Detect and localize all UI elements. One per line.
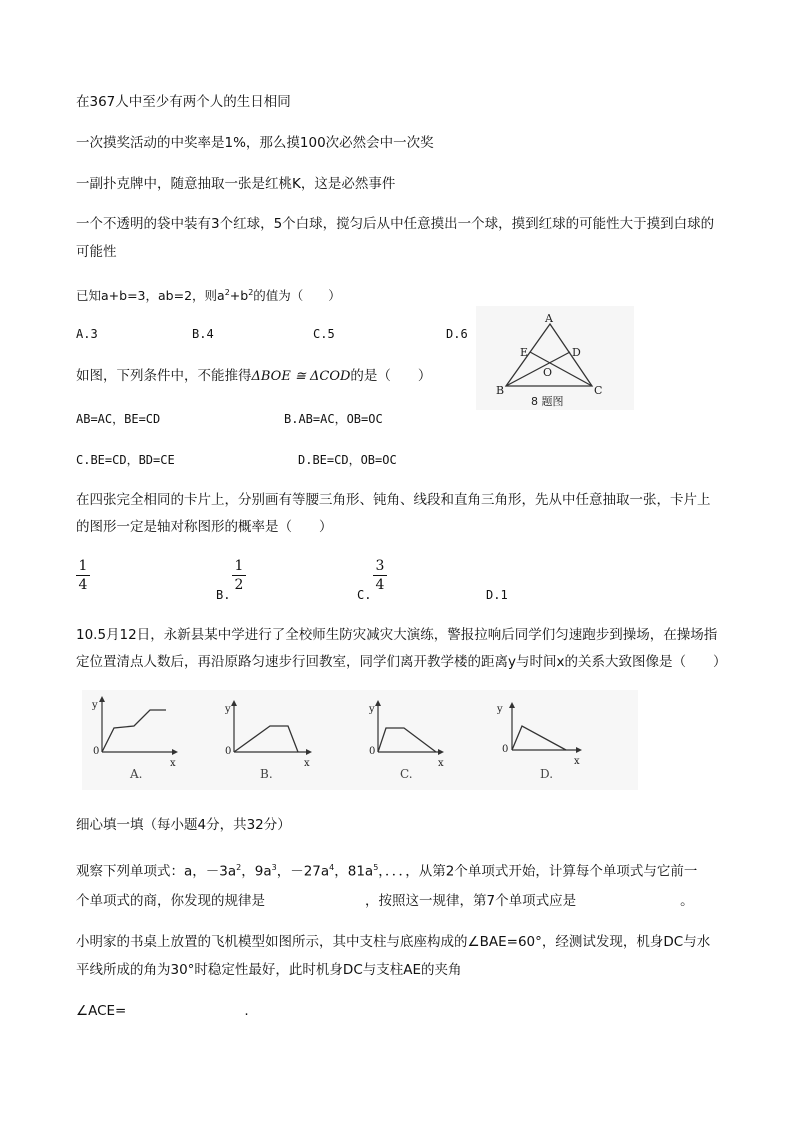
f1-term-4: ，81a bbox=[334, 863, 374, 880]
statement-1: 在367人中至少有两个人的生日相同 bbox=[76, 94, 291, 110]
q5-sup-1: 2 bbox=[224, 288, 230, 297]
graph-strip bbox=[82, 690, 638, 790]
statement-4-line-1: 一个不透明的袋中装有3个红球，5个白球，搅匀后从中任意摸出一个球，摸到红球的可能性大于摸到白球的 bbox=[76, 216, 715, 232]
q5-option-d: D.6 bbox=[446, 327, 468, 341]
q6-prefix: 如图，下列条件中，不能推得 bbox=[76, 368, 252, 384]
q7-option-c-label: C. bbox=[357, 588, 372, 602]
question-10-line-1: 10.5月12日，永新县某中学进行了全校师生防灾减灾大演练，警报拉响后同学们匀速跑步到操场，在操场指 bbox=[76, 627, 718, 643]
q7-b-denominator: 2 bbox=[234, 577, 244, 593]
q6-option-b: B.AB=AC，OB=OC bbox=[284, 412, 383, 426]
f1-term-2: ，9a bbox=[241, 863, 272, 880]
q5-option-a: A.3 bbox=[76, 327, 98, 341]
f1-suffix: ，．．．，从第2个单项式开始，计算每个单项式与它前一 bbox=[378, 863, 698, 880]
figure-caption: 8 题图 bbox=[531, 395, 564, 408]
q7-b-numerator: 1 bbox=[234, 558, 244, 574]
fill-1-line-1 bbox=[76, 858, 697, 882]
graph-d-origin: 0 bbox=[502, 744, 509, 755]
question-7-line-2: 的图形一定是轴对称图形的概率是（ ） bbox=[76, 519, 333, 535]
graph-b-y-label: y bbox=[225, 704, 231, 715]
fill-2-line-3 bbox=[76, 1001, 249, 1021]
q5-mid: +b bbox=[229, 288, 249, 304]
label-d: D bbox=[572, 346, 581, 359]
graph-a-y-label: y bbox=[92, 700, 98, 711]
f1-sup-3: 4 bbox=[329, 863, 335, 872]
q7-a-denominator: 4 bbox=[78, 577, 88, 593]
graph-a-origin: 0 bbox=[93, 746, 100, 757]
question-5-stem bbox=[76, 283, 341, 306]
label-e: E bbox=[520, 346, 529, 359]
q7-option-d: D.1 bbox=[486, 588, 508, 602]
q6-formula: ΔBOE ≅ ΔCOD bbox=[251, 369, 351, 384]
q5-suffix: 的值为（ ） bbox=[253, 288, 341, 304]
graph-b-label: B. bbox=[260, 767, 273, 781]
q6-option-a: AB=AC，BE=CD bbox=[76, 412, 161, 426]
q7-c-numerator: 3 bbox=[375, 558, 385, 574]
graph-d-x-label: x bbox=[574, 756, 580, 767]
graph-d-y-label: y bbox=[497, 704, 503, 715]
section-fill-in-header: 细心填一填（每小题4分，共32分） bbox=[76, 817, 291, 833]
f2c-end: . bbox=[244, 1003, 249, 1019]
q7-option-b-fraction bbox=[232, 558, 246, 593]
fill-2-line-2: 平线所成的角为30°时稳定性最好，此时机身DC与支柱AE的夹角 bbox=[76, 962, 462, 978]
question-6-stem bbox=[76, 366, 431, 387]
question-10-line-2: 定位置清点人数后，再沿原路匀速步行回教室，同学们离开教学楼的距离y与时间x的关系大致图像是（ ） bbox=[76, 654, 727, 670]
label-b: B bbox=[496, 384, 505, 397]
q7-c-denominator: 4 bbox=[375, 577, 385, 593]
q7-a-numerator: 1 bbox=[78, 558, 88, 574]
graph-c-label: C. bbox=[400, 767, 413, 781]
fill-1-line-2 bbox=[76, 891, 694, 911]
figure-8-triangle bbox=[476, 306, 634, 410]
f1b-prefix: 个单项式的商，你发现的规律是 bbox=[76, 893, 265, 909]
f1-sup-1: 2 bbox=[236, 863, 242, 872]
graph-a-label: A. bbox=[130, 767, 143, 781]
question-10-graphs bbox=[82, 690, 638, 790]
q5-sup-2: 2 bbox=[248, 288, 254, 297]
f1b-mid: ，按照这一规律，第7个单项式应是 bbox=[365, 893, 577, 909]
q6-option-d: D.BE=CD，OB=OC bbox=[298, 453, 397, 467]
graph-b-origin: 0 bbox=[225, 746, 232, 757]
q7-option-a-fraction bbox=[76, 558, 90, 593]
graph-b-x-label: x bbox=[304, 758, 310, 769]
f1-prefix: 观察下列单项式：a，－3a bbox=[76, 863, 237, 880]
graph-c-x-label: x bbox=[438, 758, 444, 769]
q7-option-c-fraction bbox=[373, 558, 387, 593]
q6-suffix: 的是（ ） bbox=[350, 368, 432, 384]
label-a: A bbox=[545, 312, 553, 325]
label-c: C bbox=[594, 384, 603, 397]
graph-a-x-label: x bbox=[170, 758, 176, 769]
f1b-end: 。 bbox=[680, 893, 694, 909]
graph-d-label: D. bbox=[540, 767, 554, 781]
label-o: O bbox=[543, 366, 553, 379]
fill-2-line-1: 小明家的书桌上放置的飞机模型如图所示，其中支柱与底座构成的∠BAE=60°，经测试发现，机身DC与水 bbox=[76, 934, 711, 950]
triangle-diagram bbox=[476, 306, 634, 410]
statement-4-line-2: 可能性 bbox=[76, 244, 117, 260]
question-7-line-1: 在四张完全相同的卡片上，分别画有等腰三角形、钝角、线段和直角三角形，先从中任意抽取一张，卡片上 bbox=[76, 492, 711, 508]
f1-term-3: ，－27a bbox=[276, 863, 330, 880]
q5-option-b: B.4 bbox=[192, 327, 214, 341]
q5-prefix: 已知a+b=3，ab=2，则a bbox=[76, 288, 225, 304]
f1-sup-4: 5 bbox=[373, 863, 379, 872]
q7-option-b-label: B. bbox=[216, 588, 231, 602]
f2c-prefix: ∠ACE= bbox=[76, 1003, 127, 1019]
statement-3: 一副扑克牌中，随意抽取一张是红桃K，这是必然事件 bbox=[76, 176, 396, 192]
q6-option-c: C.BE=CD，BD=CE bbox=[76, 453, 175, 467]
graph-c-y-label: y bbox=[369, 704, 375, 715]
q5-option-c: C.5 bbox=[313, 327, 335, 341]
f1-sup-2: 3 bbox=[271, 863, 277, 872]
statement-2: 一次摸奖活动的中奖率是1%，那么摸100次必然会中一次奖 bbox=[76, 135, 434, 151]
graph-c-origin: 0 bbox=[369, 746, 376, 757]
